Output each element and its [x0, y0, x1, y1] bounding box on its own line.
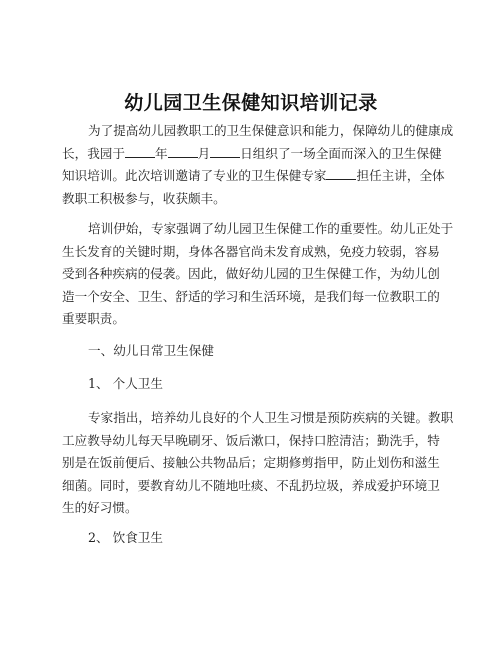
personal-hygiene-paragraph: [62, 407, 454, 520]
intro-line-3-part-b: 担任主讲，全体: [356, 168, 445, 183]
para2-line-1: 培训伊始，专家强调了幼儿园卫生保健工作的重要性。幼儿正处于: [88, 221, 454, 236]
para2-line-5: 重要职责。: [62, 311, 125, 326]
intro-line-4: 教职工积极参与，收获颇丰。: [62, 190, 226, 206]
para2-line-2: 生长发育的关键时期，身体各器官尚未发育成熟，免疫力较弱，容易: [62, 243, 440, 259]
para3-line-5: 生的好习惯。: [62, 500, 138, 515]
expert-name-blank: [326, 167, 356, 180]
intro-line-2-part-c: 月: [197, 145, 211, 161]
para3-line-4: 细菌。同时，要教育幼儿不随地吐痰、不乱扔垃圾，养成爱护环境卫: [62, 477, 440, 493]
month-blank: [168, 145, 198, 158]
training-importance-paragraph: [62, 218, 454, 331]
intro-line-2-part-b: 年: [154, 145, 168, 161]
para3-line-3: 别是在饭前便后、接触公共物品后；定期修剪指甲，防止划伤和滋生: [62, 455, 440, 470]
document-title: 幼儿园卫生保健知识培训记录: [124, 92, 378, 114]
section-heading-daily-care: 一、幼儿日常卫生保健: [88, 343, 214, 358]
subsection-heading-personal-hygiene: 1、 个人卫生: [88, 376, 163, 391]
intro-line-2-part-d: 日组织了一场全面而深入的卫生保健: [240, 145, 442, 161]
intro-line-2: [62, 143, 442, 166]
intro-line-3-part-a: 知识培训。此次培训邀请了专业的卫生保健专家: [62, 168, 327, 183]
intro-line-1: 为了提高幼儿园教职工的卫生保健意识和能力，保障幼儿的健康成: [88, 123, 454, 138]
para2-line-4: 造一个安全、卫生、舒适的学习和生活环境，是我们每一位教职工的: [62, 288, 440, 304]
intro-line-2-part-a: 长，我园于: [62, 145, 125, 161]
intro-line-3: [62, 165, 445, 188]
year-blank: [125, 145, 155, 158]
subsection-heading-food-hygiene: 2、 饮食卫生: [88, 530, 163, 545]
para3-line-2: 工应教导幼儿每天早晚刷牙、饭后漱口，保持口腔清洁；勤洗手，特: [62, 432, 440, 448]
day-blank: [210, 145, 240, 158]
intro-paragraph: [62, 120, 454, 210]
para3-line-1: 专家指出，培养幼儿良好的个人卫生习惯是预防疾病的关键。教职: [88, 410, 454, 425]
para2-line-3: 受到各种疾病的侵袭。因此，做好幼儿园的卫生保健工作，为幼儿创: [62, 266, 440, 281]
